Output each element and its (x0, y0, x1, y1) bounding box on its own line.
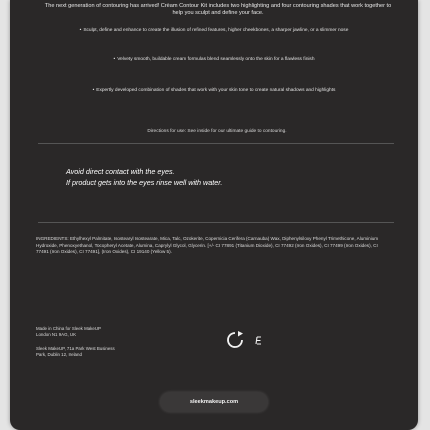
feature-item: • Sculpt, define and enhance to create the illusion of refined features, higher cheekbones, a sharper jawline, or a slimmer nose (79, 28, 349, 33)
city-line: London N1 9AG, UK (36, 332, 77, 337)
divider (38, 222, 394, 223)
feature-item: • Velvety smooth, buildable cream formulas blend seamlessly onto the skin for a flawless finish (113, 57, 315, 62)
warning-block (66, 166, 388, 188)
feature-item: • Expertly developed combination of shades that work with your skin tone to create natural shadows and highlights (92, 88, 336, 93)
bullet-icon: • (113, 57, 116, 62)
distributor-line: Sleek MakeUP, 71a Park West Business (36, 346, 115, 351)
intro-text: The next generation of contouring has arrived! Crèam Contour Kit includes two highlighting and four contouring shades that work together to help you sculpt and define your face. (44, 3, 392, 16)
directions-text: Directions for use: See inside for our ultimate guide to contouring. (147, 129, 287, 134)
website-link[interactable]: sleekmakeup.com (189, 399, 239, 405)
address-line: Park, Dublin 12, Ireland (36, 352, 82, 357)
warning-line: If product gets into the eyes rinse well with water. (66, 178, 223, 187)
ingredients-text: INGREDIENTS: Ethylhexyl Palmitate, Isostearyl Isostearate, Mica, Talc, Ozokerite, Copernicia Cerifera (Carnauba) Wax, Diphenylsiloxy Phenyl Trimethicone, Aluminium Hydroxide, Phenoxyethanol, Tocopheryl Acetate, Alumina, Caprylyl Glycol, Glycerin. [+/- CI 77891 (Titanium Dioxide), CI 77492 (Iron Oxides), CI 77499 (Iron Oxides), CI 77491 (Iron Oxides), CI 77491], (Iron Oxides), CI 19140 (Yellow 5). (36, 236, 379, 255)
bullet-icon: • (92, 88, 95, 93)
company-info (36, 326, 146, 358)
product-box-back (10, 0, 418, 430)
bullet-icon: • (79, 28, 82, 33)
e-mark-symbol (256, 337, 261, 344)
website-badge[interactable] (160, 392, 268, 412)
warning-line: Avoid direct contact with the eyes. (66, 167, 175, 176)
divider (38, 143, 394, 144)
recycle-symbol (228, 331, 243, 347)
compliance-symbols (224, 328, 274, 352)
made-in-line: Made in China for Sleek MakeUP (36, 326, 101, 331)
